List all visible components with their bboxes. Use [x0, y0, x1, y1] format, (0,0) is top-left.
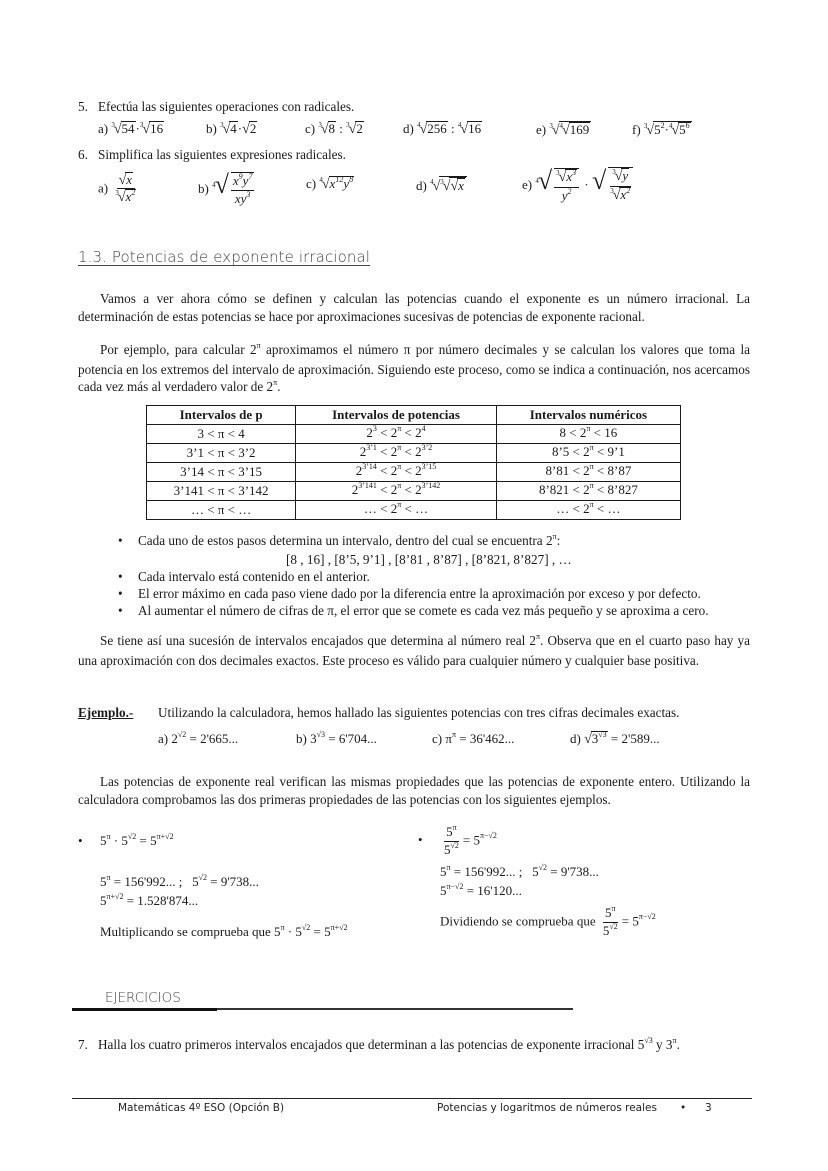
exercise-6-items [98, 166, 778, 214]
table-row [147, 501, 681, 520]
exercise-5-items [98, 121, 778, 143]
cell-pi: 3’14 < π < 3’15 [147, 463, 296, 482]
table-row [147, 444, 681, 463]
exercise-7: 7. Halla los cuatro primeros intervalos encajados que determinan a las potencias de exponente irracional $5^{√3}$ y $3^\pi$. [78, 1036, 680, 1052]
ex6-item-b: b) $^4$√ $\frac{x^9y^7}{xy^3}$ [198, 170, 253, 207]
exercise-number: 7. [78, 1037, 88, 1052]
property-quotient-result: $5^{\pi-√2} = 16'120$... [440, 882, 522, 898]
table-row [147, 482, 681, 501]
cell-powers: … < $2^\pi$ < … [296, 501, 497, 520]
bullet-item: • Al aumentar el número de cifras de π, el error que se comete es cada vez más pequeño y se aproxima a cero. [116, 602, 756, 619]
exercise-6-title [78, 146, 750, 163]
property-quotient [418, 824, 656, 940]
cell-pi: 3 < π < 4 [147, 425, 296, 444]
cell-powers: $2^{3’1} < 2^\pi < 2^{3’2}$ [296, 444, 497, 463]
bullet-list [116, 532, 756, 619]
ex5-item-c: c) $^3$√8 : $^3$√2 [305, 121, 363, 137]
property-product-result: $5^{\pi+√2} = 1.528'874$... [100, 892, 199, 908]
table-row [147, 425, 681, 444]
col-header-numeric: Intervalos numéricos [496, 406, 680, 425]
cell-pi: 3’1 < π < 3’2 [147, 444, 296, 463]
example-heading [78, 705, 758, 721]
table-row [147, 463, 681, 482]
bullet-item: • El error máximo en cada paso viene dado por la diferencia entre la aproximación por exceso y por defecto. [116, 585, 756, 602]
ex5-item-d: d) $^4$√256 : $^4$√16 [403, 121, 482, 137]
exercise-text: Efectúa las siguientes operaciones con radicales. [98, 99, 355, 114]
exercise-number: 6. [78, 147, 88, 162]
exercise-5-title [78, 98, 750, 115]
footer-bullet: • [680, 1102, 687, 1114]
example-label: Ejemplo.- [78, 705, 134, 720]
example-item-c: c) $\pi^\pi = 36'462$... [432, 730, 515, 746]
footer-rule [72, 1098, 752, 1099]
bullet-item: • Cada uno de estos pasos determina un intervalo, dentro del cual se encuentra $2^\pi$: [116, 532, 756, 551]
example-paragraph: Por ejemplo, para calcular $2^\pi$ aproximamos el número π por número decimales y se calculan los valores que toma la potencia en los extremos del intervalo de aproximación. Siguiendo este proceso, como se indica a continuación, nos acercamos cada vez más al verdadero valor de $2^\pi$. [78, 341, 750, 394]
property-quotient-check: Dividiendo se comprueba que $\frac{5^\pi}{5^{√2}}$ = $5^{\pi-√2}$ [440, 904, 656, 938]
intervals-table [146, 405, 681, 520]
ex6-item-c: c) $^4√x^{12}y^8$ [306, 175, 354, 192]
properties-paragraph: Las potencias de exponente real verifican las mismas propiedades que las potencias de exponente entero. Utilizando la calculadora comprobamos las dos primeras propiedades de las potencias con los siguientes ejemplos. [78, 774, 750, 807]
property-product-formula: • $5^\pi \cdot 5^{√2} = 5^{\pi+√2}$ [78, 832, 174, 848]
cell-powers: $2^{3’141} < 2^\pi < 2^{3’142}$ [296, 482, 497, 501]
exercises-heading: EJERCICIOS [105, 990, 181, 1006]
property-product-values: $5^\pi = 156'992$... ; $5^{√2} = 9'738$... [100, 873, 259, 889]
intro-paragraph: Vamos a ver ahora cómo se definen y calculan las potencias cuando el exponente es un número irracional. La determinación de estas potencias se hace por aproximaciones sucesivas de potencias de exponente racional. [78, 291, 750, 324]
page-number: 3 [705, 1102, 712, 1114]
table-header-row [147, 406, 681, 425]
cell-pi: 3’141 < π < 3’142 [147, 482, 296, 501]
cell-numeric: 8’5 < $2^\pi$ < 9’1 [496, 444, 680, 463]
col-header-pi: Intervalos de p [147, 406, 296, 425]
example-item-b: b) $3^{√3} = 6'704$... [296, 730, 377, 746]
footer-left: Matemáticas 4º ESO (Opción B) [118, 1102, 285, 1114]
property-product-check: Multiplicando se comprueba que $5^\pi \cdot 5^{√2} = 5^{\pi+√2}$ [100, 923, 348, 939]
exercises-rule-thick [72, 1008, 217, 1011]
property-quotient-values: $5^\pi = 156'992$... ; $5^{√2} = 9'738$... [440, 863, 599, 879]
cell-numeric: $8 < 2^\pi < 16$ [496, 425, 680, 444]
bullet-intervals: [8 , 16] , [8’5, 9’1] , [8’81 , 8’87] , [8’821, 8’827] , … [286, 552, 572, 567]
ex6-item-a: a) $\frac{√x}{^3√x^2}$ [98, 172, 136, 205]
section-title: 1.3. Potencias de exponente irracional [78, 248, 371, 266]
exercise-number: 5. [78, 99, 88, 114]
cell-numeric: 8’821 < $2^\pi$ < 8’827 [496, 482, 680, 501]
cell-powers: $2^{3’14} < 2^\pi < 2^{3’15}$ [296, 463, 497, 482]
example-items [158, 731, 758, 751]
property-quotient-formula: • $\frac{5^\pi}{5^{√2}}$ = $5^{\pi-√2}$ [418, 823, 497, 857]
ex5-item-e: e) $^3$√$^4$√169 [536, 122, 590, 138]
cell-pi: … < π < … [147, 501, 296, 520]
property-product [78, 832, 348, 942]
bullet-item: • Cada intervalo está contenido en el anterior. [116, 568, 756, 585]
example-item-d: d) $√3^{√3} = 2'589$... [570, 730, 660, 747]
exercise-text: Simplifica las siguientes expresiones radicales. [98, 147, 346, 162]
cell-numeric: 8’81 < $2^\pi$ < 8’87 [496, 463, 680, 482]
col-header-powers: Intervalos de potencias [296, 406, 497, 425]
ex6-item-e: e) $^4$√ $\frac{^3√x^3}{y^2}$ · √ $\frac{^3√y}{^3√x^2}$ [522, 166, 635, 205]
ex6-item-d: d) $^4$√$^3$√√x [416, 176, 467, 195]
ex5-item-f: f) $^3√5^2\cdot^4√5^6$ [632, 121, 690, 138]
cell-numeric: … < $2^\pi$ < … [496, 501, 680, 520]
exercises-rule-thin [217, 1008, 573, 1010]
cell-powers: $2^3 < 2^\pi < 2^4$ [296, 425, 497, 444]
example-item-a: a) $2^{√2} = 2'665$... [158, 730, 239, 746]
ex5-item-a: a) $^3$√54·$^3$√16 [98, 121, 164, 137]
conclusion-paragraph: Se tiene así una sucesión de intervalos encajados que determina al número real $2^\pi$. Observa que en el cuarto paso hay ya una aproximación con dos decimales exactos. Este proceso es válido para cualquier número y cualquier base positiva. [78, 632, 750, 668]
exercise-text: Halla los cuatro primeros intervalos encajados que determinan a las potencias de exponente irracional [98, 1037, 635, 1052]
ex5-item-b: b) $^3$√4·√2 [206, 121, 257, 137]
example-text: Utilizando la calculadora, hemos hallado las siguientes potencias con tres cifras decimales exactas. [158, 705, 680, 720]
footer-chapter: Potencias y logaritmos de números reales [437, 1102, 657, 1114]
